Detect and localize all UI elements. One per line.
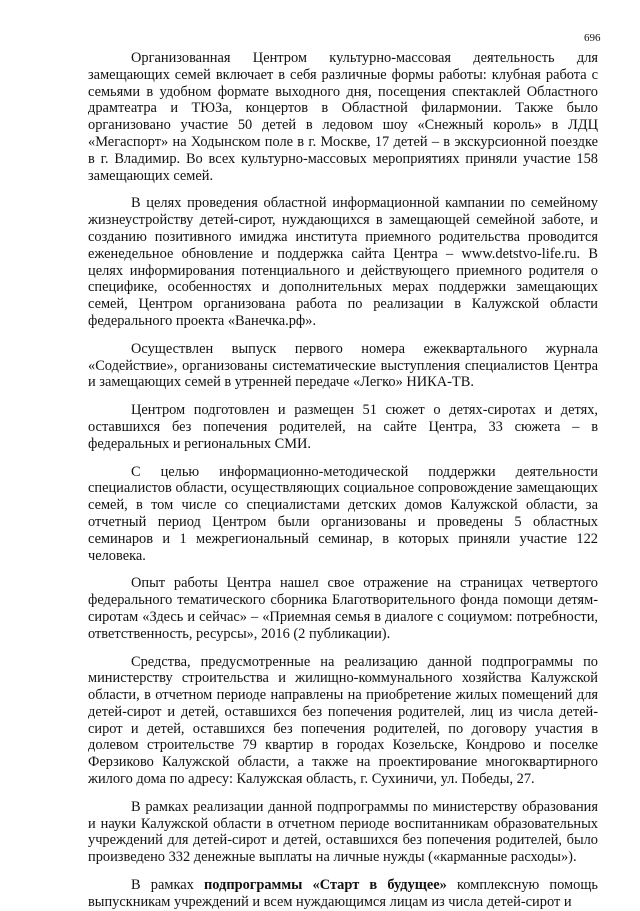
paragraph-housing: Средства, предусмотренные на реализацию данной подпрограммы по министерству строительства и жилищно-коммунального хозяйства Калужской области, в отчетном периоде направлены на приобретение жилых помещений для детей-сирот и детей, оставшихся без попечения родителей, лиц из числа детей-сирот и детей, оставшихся без попечения родителей, по договору участия в долевом строительстве 79 квартир в городах Козельске, Кондрово и поселке Ферзиково Калужской области, а также на проектирование многоквартирного жилого дома по адресу: Калужская область, г. Сухиничи, ул. Победы, 27.	[88, 653, 598, 788]
paragraph-seminars: С целью информационно-методической поддержки деятельности специалистов области, осуществляющих социальное сопровождение замещающих семей, в том числе со специалистами детских домов Калужской области, за отчетный период Центром были организованы и проведены 5 областных семинаров и 1 межрегиональный семинар, в которых приняли участие 122 человека.	[88, 463, 598, 564]
paragraph-start-text-after: комплексную помощь выпускникам учреждений и всем нуждающимся лицам из числа детей-сирот и	[88, 877, 598, 910]
page-number: 696	[584, 32, 601, 44]
paragraph-publications: Опыт работы Центра нашел свое отражение на страницах четвертого федерального тематического сборника Благотворительного фонда помощи детям-сиротам «Здесь и сейчас» – «Приемная семья в диалоге с социумом: потребности, ответственность, ресурсы», 2016 (2 публикации).	[88, 575, 598, 642]
paragraph-start-in-future	[88, 877, 598, 911]
paragraph-start-text-before: В рамках	[131, 877, 204, 894]
subprogram-title: подпрограммы «Старт в будущее»	[203, 877, 447, 894]
paragraph-media-stories: Центром подготовлен и размещен 51 сюжет о детях-сиротах и детях, оставшихся без попечения родителей, на сайте Центра, 33 сюжета – в федеральных и региональных СМИ.	[88, 402, 598, 452]
paragraph-cultural-activities: Организованная Центром культурно-массовая деятельность для замещающих семей включает в себя различные формы работы: клубная работа с семьями в удобном формате выходного дня, посещения спектаклей Областного драмтеатра и ТЮЗа, концертов в Областной филармонии. Также было организовано участие 50 детей в ледовом шоу «Снежный король» в ЛДЦ «Мегаспорт» на Ходынском поле в г. Москве, 17 детей – в экскурсионной поездке в г. Владимир. Во всех культурно-массовых мероприятиях приняли участие 158 замещающих семей.	[88, 50, 598, 184]
paragraph-journal: Осуществлен выпуск первого номера ежеквартального журнала «Содействие», организованы систематические выступления специалистов Центра и замещающих семей в утренней передаче «Легко» НИКА-ТВ.	[88, 340, 598, 391]
paragraph-pocket-money: В рамках реализации данной подпрограммы по министерству образования и науки Калужской области в отчетном периоде воспитанникам образовательных учреждений для детей-сирот и детей, оставшихся без попечения родителей, было произведено 332 денежные выплаты на личные нужды («карманные расходы»).	[88, 798, 598, 866]
document-body	[88, 50, 598, 911]
paragraph-information-campaign: В целях проведения областной информационной кампании по семейному жизнеустройству детей-сирот, нуждающихся в замещающей семейной заботе, и созданию позитивного имиджа института приемного родительства проводится еженедельное обновление и поддержка сайта Центра – www.detstvo-life.ru. В целях информирования потенциального и действующего приемного родителя о специфике, особенностях и дополнительных мерах поддержки замещающих семей, Центром организована работа по реализации в Калужской области федерального проекта «Ванечка.рф».	[88, 195, 598, 329]
